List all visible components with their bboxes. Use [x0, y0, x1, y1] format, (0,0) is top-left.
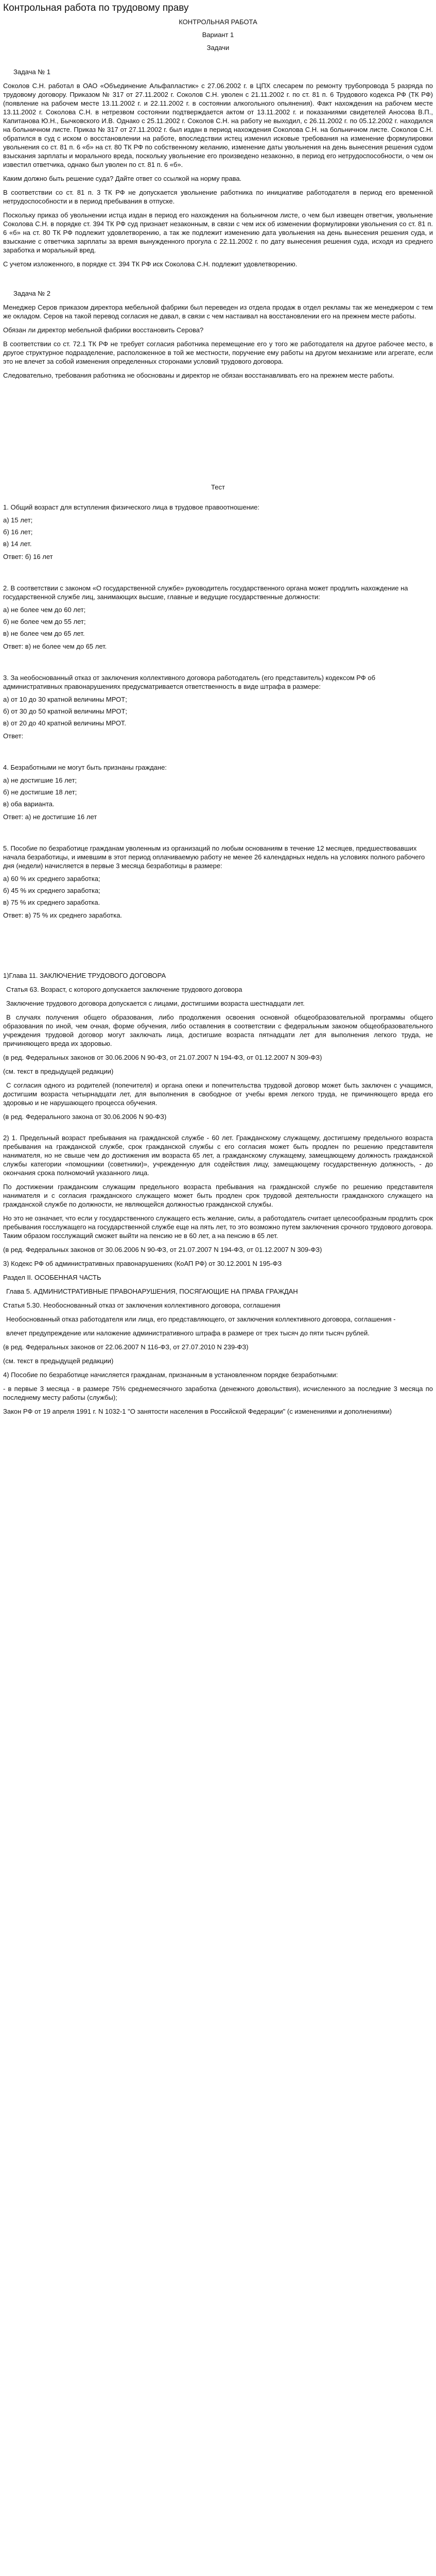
reference-paragraph: влечет предупреждение или наложение административного штрафа в размере от трех тысяч до пяти тысяч рублей.	[6, 1329, 370, 1337]
question-text: 3. За необоснованный отказ от заключения коллективного договора работодатель (его представитель) кодексом РФ об административных правонарушениях предусматривается ответственность в виде штрафа в размере:	[3, 674, 376, 690]
task2-paragraph: Обязан ли директор мебельной фабрики восстановить Серова?	[3, 326, 204, 334]
task1-paragraph: В соответствии со ст. 81 п. 3 ТК РФ не допускается увольнение работника по инициативе работодателя в период его временной нетрудоспособности и в период пребывания в отпуске.	[3, 189, 433, 205]
question-answer: Ответ: б) 16 лет	[3, 553, 53, 561]
answer-option: в) 14 лет.	[3, 540, 32, 548]
reference-paragraph: 1)Глава 11. ЗАКЛЮЧЕНИЕ ТРУДОВОГО ДОГОВОРА	[3, 972, 166, 979]
reference-paragraph: 2) 1. Предельный возраст пребывания на гражданской службе - 60 лет. Гражданскому служащему, достигшему предельного возраста пребывания на гражданской службе, срок гражданской службы с его согласия может быть продлен по решению представителя нанимателя, но не свыше чем до достижения им возраста 65 лет, а гражданскому служащему, замещающему должность гражданской службы категории «помощники (советники)», учрежденную для содействия лицу, замещающему государственную должность, - до окончания срока полномочий указанного лица.	[3, 1134, 433, 1177]
reference-paragraph: (в ред. Федеральных законов от 30.06.2006 N 90-ФЗ, от 21.07.2007 N 194-ФЗ, от 01.12.2007 N 309-ФЗ)	[3, 1054, 322, 1061]
reference-paragraph: Но это не означает, что если у государственного служащего есть желание, силы, а работодатель считает целесообразным продлить срок пребывания госслужащего на государственной службе еще на пять лет, то это возможно путем заключения срочного трудового договора. Таким образом госслужащий сможет выйти на пенсию не в 60 лет, а на пенсию в 65 лет.	[3, 1214, 433, 1240]
reference-paragraph: (в ред. Федеральных законов от 22.06.2007 N 116-ФЗ, от 27.07.2010 N 239-ФЗ)	[3, 1343, 249, 1351]
answer-option: а) 60 % их среднего заработка;	[3, 875, 100, 883]
reference-paragraph: 4) Пособие по безработице начисляется гражданам, признанным в установленном порядке безработными:	[3, 1371, 338, 1379]
task2-paragraph: В соответствии со ст. 72.1 ТК РФ не требует согласия работника перемещение его у того же работодателя на другое рабочее место, в другое структурное подразделение, расположенное в той же местности, поручение ему работы на другом механизме или агрегате, если это не влечет за собой изменения определенных сторонами условий трудового договора.	[3, 340, 433, 365]
reference-paragraph: - в первые 3 месяца - в размере 75% среднемесячного заработка (денежного довольствия), исчисленного за последние 3 месяца по последнему месту работы (службы);	[3, 1385, 433, 1401]
test-question-4	[3, 763, 433, 821]
question-answer: Ответ: в) 75 % их среднего заработка.	[3, 911, 123, 919]
answer-option: б) 45 % их среднего заработка;	[3, 887, 100, 894]
variant-label: Вариант 1	[202, 31, 234, 39]
answer-option: в) 75 % их среднего заработка.	[3, 899, 100, 906]
reference-paragraph: Статья 63. Возраст, с которого допускается заключение трудового договора	[6, 986, 242, 993]
task2-heading: Задача № 2	[13, 290, 51, 297]
task1-heading: Задача № 1	[13, 68, 51, 76]
reference-paragraph: (в ред. Федерального закона от 30.06.2006 N 90-ФЗ)	[3, 1113, 167, 1121]
section-label: Задачи	[206, 44, 230, 52]
question-text: 1. Общий возраст для вступления физического лица в трудовое правоотношение:	[3, 503, 259, 511]
document-title: Контрольная работа по трудовому праву	[3, 3, 189, 13]
answer-option: а) от 10 до 30 кратной величины МРОТ;	[3, 696, 127, 703]
task1-paragraph: Поскольку приказ об увольнении истца издан в период его нахождения на больничном листе, о чем был извещен ответчик, увольнение Соколова С.Н. в порядке ст. 394 ТК РФ суд признает незаконным, в связи с чем иск об изменении формулировки увольнения со ст. 81 п. 6 «б» на ст. 80 ТК РФ подлежит удовлетворению, а так же подлежит изменению дата увольнения на день вынесения решения суда, и взыскание с ответчика зарплаты за время вынужденного прогула с 22.11.2002 г. по дату вынесения решения суда, исходя из среднего заработка и моральный вред.	[3, 211, 433, 254]
reference-paragraph: Глава 5. АДМИНИСТРАТИВНЫЕ ПРАВОНАРУШЕНИЯ, ПОСЯГАЮЩИЕ НА ПРАВА ГРАЖДАН	[6, 1287, 298, 1295]
reference-paragraph: 3) Кодекс РФ об административных правонарушениях (КоАП РФ) от 30.12.2001 N 195-ФЗ	[3, 1260, 282, 1267]
reference-paragraph: Раздел II. ОСОБЕННАЯ ЧАСТЬ	[3, 1274, 101, 1281]
legal-references	[3, 971, 433, 1416]
question-text: 5. Пособие по безработице гражданам уволенным из организаций по любым основаниям в течение 12 месяцев, предшествовавших начала безработицы, и имевшим в этот период оплачиваемую работу не менее 26 календарных недель на условиях полного рабочего дня (недели) начисляется в первые 3 месяца безработицы в размере:	[3, 844, 425, 870]
question-answer: Ответ: а) не достигшие 16 лет	[3, 813, 97, 821]
task1-paragraph: С учетом изложенного, в порядке ст. 394 ТК РФ иск Соколова С.Н. подлежит удовлетворению.	[3, 260, 298, 268]
task1-paragraph: Каким должно быть решение суда? Дайте ответ со ссылкой на норму права.	[3, 175, 242, 182]
reference-paragraph: Закон РФ от 19 апреля 1991 г. N 1032-1 "О занятости населения в Российской Федерации" (с изменениями и дополнениями)	[3, 1408, 392, 1415]
reference-paragraph: (см. текст в предыдущей редакции)	[3, 1357, 114, 1365]
answer-option: а) не более чем до 60 лет;	[3, 606, 86, 614]
answer-option: б) 16 лет;	[3, 528, 33, 536]
task2-body	[3, 303, 433, 380]
reference-paragraph: Заключение трудового договора допускается с лицами, достигшими возраста шестнадцати лет.	[6, 999, 305, 1007]
test-heading: Тест	[211, 483, 225, 491]
reference-paragraph: (см. текст в предыдущей редакции)	[3, 1067, 114, 1075]
test-question-1	[3, 503, 433, 561]
test-question-2	[3, 584, 433, 651]
answer-option: в) оба варианта.	[3, 800, 55, 808]
test-question-5	[3, 844, 433, 920]
reference-paragraph: По достижении гражданским служащим предельного возраста пребывания на гражданской службе по решению представителя нанимателя и с согласия гражданского служащего может быть продлен срок трудовой деятельности гражданского служащего на гражданской службе по должности, не являющейся должностью гражданской службы.	[3, 1183, 433, 1208]
document-subtitle: КОНТРОЛЬНАЯ РАБОТА	[179, 18, 257, 26]
task1-paragraph: Соколов С.Н. работал в ОАО «Объединение Альфапластик» с 27.06.2002 г. в ЦПХ слесарем по ремонту трубопровода 5 разряда по трудовому договору. Приказом № 317 от 27.11.2002 г. Соколов С.Н. уволен с 21.11.2002 г. по ст. 81 п. 6 Трудового кодекса РФ (ТК РФ) (появление на рабочем месте 13.11.2002 г. и 22.11.2002 г. в состоянии алкогольного опьянения). Факт нахождения на рабочем месте 13.11.2002 г. Соколова С.Н. в нетрезвом состоянии подтверждается актом от 13.11.2002 г. и показаниями свидетелей Аносова В.П., Капитанова Ю.Н., Бычковского И.В. Однако с 25.11.2002 г. Соколов С.Н. на работу не выходил, с 26.11.2002 г. по 05.12.2002 г. находился на больничном листе. Приказ № 317 от 27.11.2002 г. был издан в период нахождения Соколова С.Н. на больничном листе. Соколов С.Н. обратился в суд с иском о восстановлении на работе, впоследствии истец изменил исковые требования на изменение формулировки увольнения со ст. 81 п. 6 «б» на ст. 80 ТК РФ по собственному желанию, изменение даты увольнения на день вынесения решения судом взыскания зарплаты и морального вреда, поскольку увольнение его произведено незаконно, в период его нетрудоспособности, о чем он известил ответчика, однако был уволен по ст. 81 п. 6 «б».	[3, 82, 433, 168]
question-answer: Ответ:	[3, 732, 24, 740]
answer-option: б) от 30 до 50 кратной величины МРОТ;	[3, 707, 128, 715]
reference-paragraph: Статья 5.30. Необоснованный отказ от заключения коллективного договора, соглашения	[3, 1301, 281, 1309]
task1-body	[3, 81, 433, 268]
question-text: 4. Безработными не могут быть признаны граждане:	[3, 764, 167, 771]
task2-paragraph: Менеджер Серов приказом директора мебельной фабрики был переведен из отдела продаж в отдел рекламы так же менеджером с тем же окладом. Серов на такой перевод согласия не давал, в связи с чем настаивал на восстановлении его на прежнем месте работы.	[3, 303, 433, 320]
answer-option: в) от 20 до 40 кратной величины МРОТ.	[3, 719, 127, 727]
reference-paragraph: В случаях получения общего образования, либо продолжения освоения основной общеобразовательной программы общего образования по иной, чем очная, форме обучения, либо оставления в соответствии с федеральным законом общеобразовательного учреждения трудовой договор могут заключать лица, достигшие возраста пятнадцати лет для выполнения легкого труда, не причиняющего вреда их здоровью.	[3, 1013, 433, 1047]
reference-paragraph: (в ред. Федеральных законов от 30.06.2006 N 90-ФЗ, от 21.07.2007 N 194-ФЗ, от 01.12.2007 N 309-ФЗ)	[3, 1246, 322, 1253]
answer-option: а) 15 лет;	[3, 516, 33, 524]
test-question-3	[3, 673, 433, 740]
answer-option: а) не достигшие 16 лет;	[3, 776, 77, 784]
answer-option: б) не более чем до 55 лет;	[3, 618, 86, 625]
reference-paragraph: С согласия одного из родителей (попечителя) и органа опеки и попечительства трудовой договор может быть заключен с учащимся, достигшим возраста четырнадцати лет, для выполнения в свободное от учебы время легкого труда, не причиняющего вреда его здоровью и не нарушающего процесса обучения.	[3, 1081, 433, 1107]
reference-paragraph: Необоснованный отказ работодателя или лица, его представляющего, от заключения коллективного договора, соглашения -	[6, 1315, 396, 1323]
question-answer: Ответ: в) не более чем до 65 лет.	[3, 642, 107, 650]
answer-option: б) не достигшие 18 лет;	[3, 788, 77, 796]
question-text: 2. В соответствии с законом «О государственной службе» руководитель государственного органа может продлить нахождение на государственной службе лиц, занимающих высшие, главные и ведущие государственные должности:	[3, 584, 408, 601]
answer-option: в) не более чем до 65 лет.	[3, 630, 85, 637]
task2-paragraph: Следовательно, требования работника не обоснованы и директор не обязан восстанавливать его на прежнем месте работы.	[3, 371, 394, 379]
